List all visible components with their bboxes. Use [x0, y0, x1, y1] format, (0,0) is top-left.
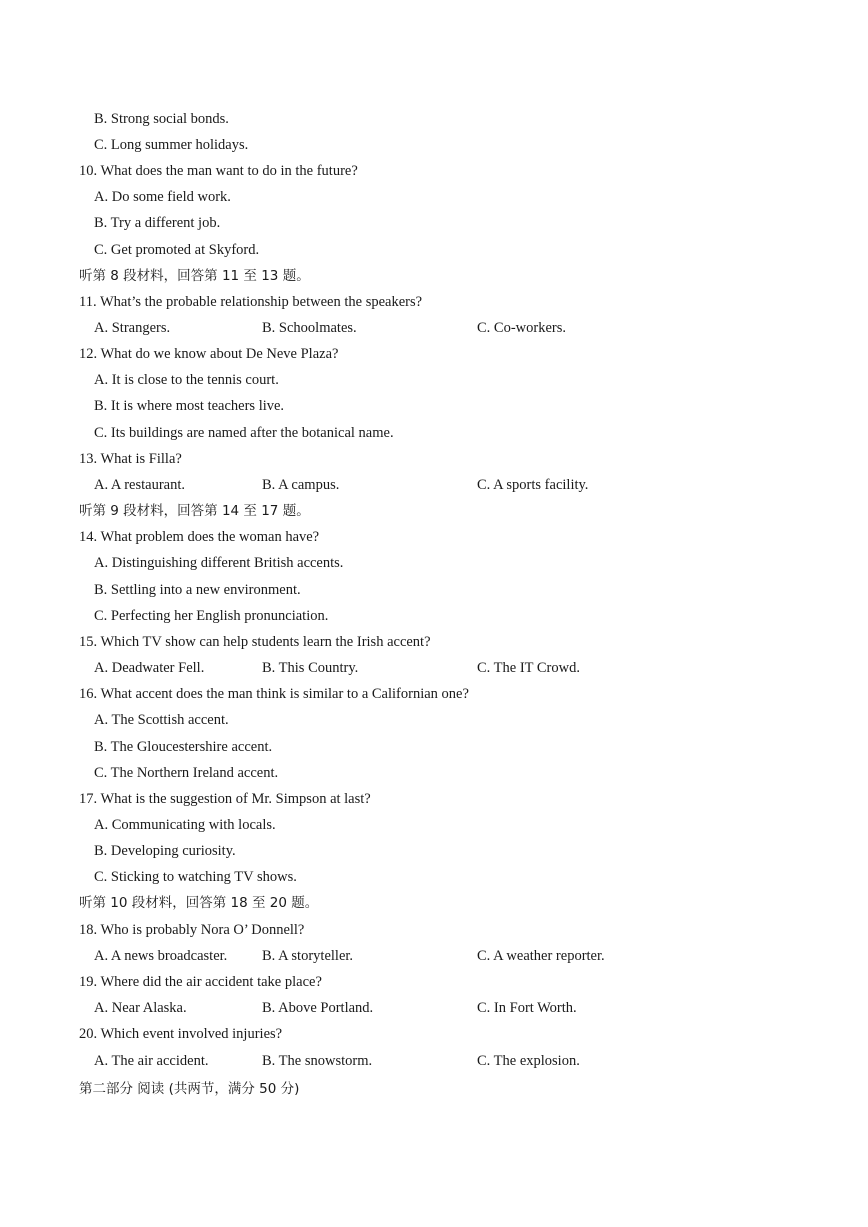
q19-option-c: C. In Fort Worth. [477, 1000, 577, 1016]
q17-option-b: B. Developing curiosity. [94, 843, 236, 859]
question-15: 15. Which TV show can help students learn the Irish accent? [79, 634, 431, 650]
question-20: 20. Which event involved injuries? [79, 1026, 283, 1042]
q17-option-a: A. Communicating with locals. [94, 817, 276, 833]
q13-option-a: A. A restaurant. [94, 477, 186, 493]
q11-option-c: C. Co-workers. [477, 320, 567, 336]
question-17: 17. What is the suggestion of Mr. Simpson at last? [79, 791, 371, 807]
q10-option-a: A. Do some field work. [94, 189, 231, 205]
q20-option-a: A. The air accident. [94, 1053, 209, 1069]
q18-option-c: C. A weather reporter. [477, 948, 605, 964]
question-12: 12. What do we know about De Neve Plaza? [79, 346, 339, 362]
q17-option-c: C. Sticking to watching TV shows. [94, 869, 297, 885]
q14-option-c: C. Perfecting her English pronunciation. [94, 608, 329, 624]
q18-option-b: B. A storyteller. [262, 948, 354, 964]
q16-option-b: B. The Gloucestershire accent. [94, 739, 273, 755]
q19-option-b: B. Above Portland. [262, 1000, 374, 1016]
q9-option-c: C. Long summer holidays. [94, 137, 249, 153]
q12-option-c: C. Its buildings are named after the botanical name. [94, 425, 394, 441]
q13-option-b: B. A campus. [262, 477, 340, 493]
q18-option-a: A. A news broadcaster. [94, 948, 228, 964]
question-16: 16. What accent does the man think is similar to a Californian one? [79, 686, 469, 702]
q15-option-b: B. This Country. [262, 660, 359, 676]
q16-option-a: A. The Scottish accent. [94, 712, 229, 728]
question-19: 19. Where did the air accident take place? [79, 974, 322, 990]
section-10-instruction: 听第 10 段材料，回答第 18 至 20 题。 [79, 895, 319, 911]
question-11: 11. What’s the probable relationship between the speakers? [79, 294, 423, 310]
question-14: 14. What problem does the woman have? [79, 529, 320, 545]
question-13: 13. What is Filla? [79, 451, 182, 467]
q11-option-a: A. Strangers. [94, 320, 171, 336]
q13-option-c: C. A sports facility. [477, 477, 589, 493]
q19-option-a: A. Near Alaska. [94, 1000, 187, 1016]
q14-option-b: B. Settling into a new environment. [94, 582, 301, 598]
q12-option-a: A. It is close to the tennis court. [94, 372, 279, 388]
q10-option-b: B. Try a different job. [94, 215, 221, 231]
q15-option-a: A. Deadwater Fell. [94, 660, 205, 676]
q16-option-c: C. The Northern Ireland accent. [94, 765, 279, 781]
q15-option-c: C. The IT Crowd. [477, 660, 580, 676]
q9-option-b: B. Strong social bonds. [94, 111, 229, 127]
q10-option-c: C. Get promoted at Skyford. [94, 242, 260, 258]
q11-option-b: B. Schoolmates. [262, 320, 357, 336]
section-9-instruction: 听第 9 段材料，回答第 14 至 17 题。 [79, 503, 310, 519]
question-10: 10. What does the man want to do in the future? [79, 163, 358, 179]
question-18: 18. Who is probably Nora O’ Donnell? [79, 922, 305, 938]
part-two-heading: 第二部分 阅读 (共两节，满分 50 分) [79, 1081, 300, 1097]
q14-option-a: A. Distinguishing different British accents. [94, 555, 344, 571]
q12-option-b: B. It is where most teachers live. [94, 398, 285, 414]
q20-option-b: B. The snowstorm. [262, 1053, 373, 1069]
section-8-instruction: 听第 8 段材料，回答第 11 至 13 题。 [79, 268, 310, 284]
q20-option-c: C. The explosion. [477, 1053, 580, 1069]
